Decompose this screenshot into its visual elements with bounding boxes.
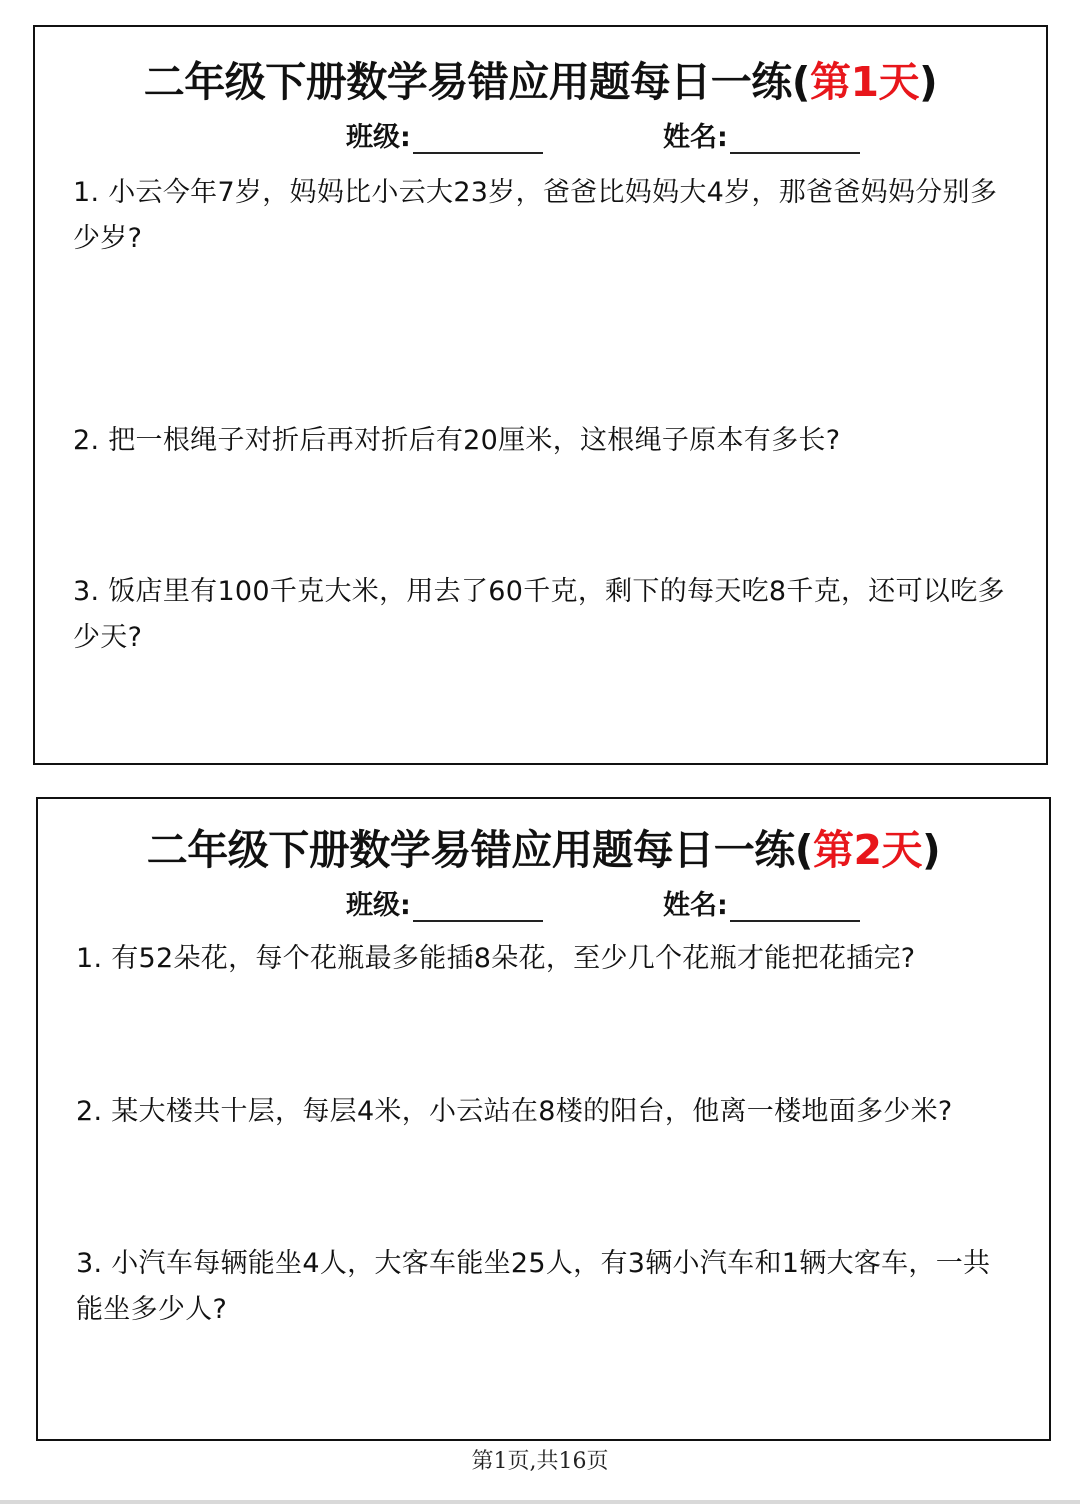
title-day: 第2天 xyxy=(812,826,923,874)
bottom-edge-divider xyxy=(0,1500,1080,1504)
question-3: 3. 小汽车每辆能坐4人，大客车能坐25人，有3辆小汽车和1辆大客车，一共能坐多少人? xyxy=(76,1248,991,1325)
class-field[interactable] xyxy=(346,115,543,154)
class-field[interactable] xyxy=(346,883,543,922)
class-blank-line[interactable] xyxy=(413,124,543,154)
question-3: 3. 饭店里有100千克大米，用去了60千克，剩下的每天吃8千克，还可以吃多少天? xyxy=(73,576,1005,653)
class-label: 班级: xyxy=(346,890,411,921)
page-number: 第1页,共16页 xyxy=(471,1449,609,1474)
title-close: ) xyxy=(922,826,941,874)
name-label: 姓名: xyxy=(663,122,728,153)
student-info-fields xyxy=(38,883,1049,923)
title-close: ) xyxy=(919,58,938,106)
worksheet-title xyxy=(38,817,1049,876)
name-label: 姓名: xyxy=(663,890,728,921)
class-label: 班级: xyxy=(346,122,411,153)
title-main: 二年级下册数学易错应用题每日一练( xyxy=(143,58,810,106)
question-1: 1. 小云今年7岁，妈妈比小云大23岁，爸爸比妈妈大4岁，那爸爸妈妈分别多少岁? xyxy=(73,177,998,254)
title-main: 二年级下册数学易错应用题每日一练( xyxy=(146,826,813,874)
title-day: 第1天 xyxy=(809,58,920,106)
name-field[interactable] xyxy=(663,883,860,922)
question-2: 2. 某大楼共十层，每层4米，小云站在8楼的阳台，他离一楼地面多少米? xyxy=(76,1096,953,1127)
name-blank-line[interactable] xyxy=(730,892,860,922)
name-field[interactable] xyxy=(663,115,860,154)
question-2: 2. 把一根绳子对折后再对折后有20厘米，这根绳子原本有多长? xyxy=(73,425,841,456)
worksheet-title xyxy=(35,49,1046,108)
question-1: 1. 有52朵花，每个花瓶最多能插8朵花，至少几个花瓶才能把花插完? xyxy=(76,943,916,974)
worksheet-day-1 xyxy=(33,25,1048,765)
worksheet-day-2 xyxy=(36,797,1051,1441)
class-blank-line[interactable] xyxy=(413,892,543,922)
student-info-fields xyxy=(35,115,1046,155)
name-blank-line[interactable] xyxy=(730,124,860,154)
